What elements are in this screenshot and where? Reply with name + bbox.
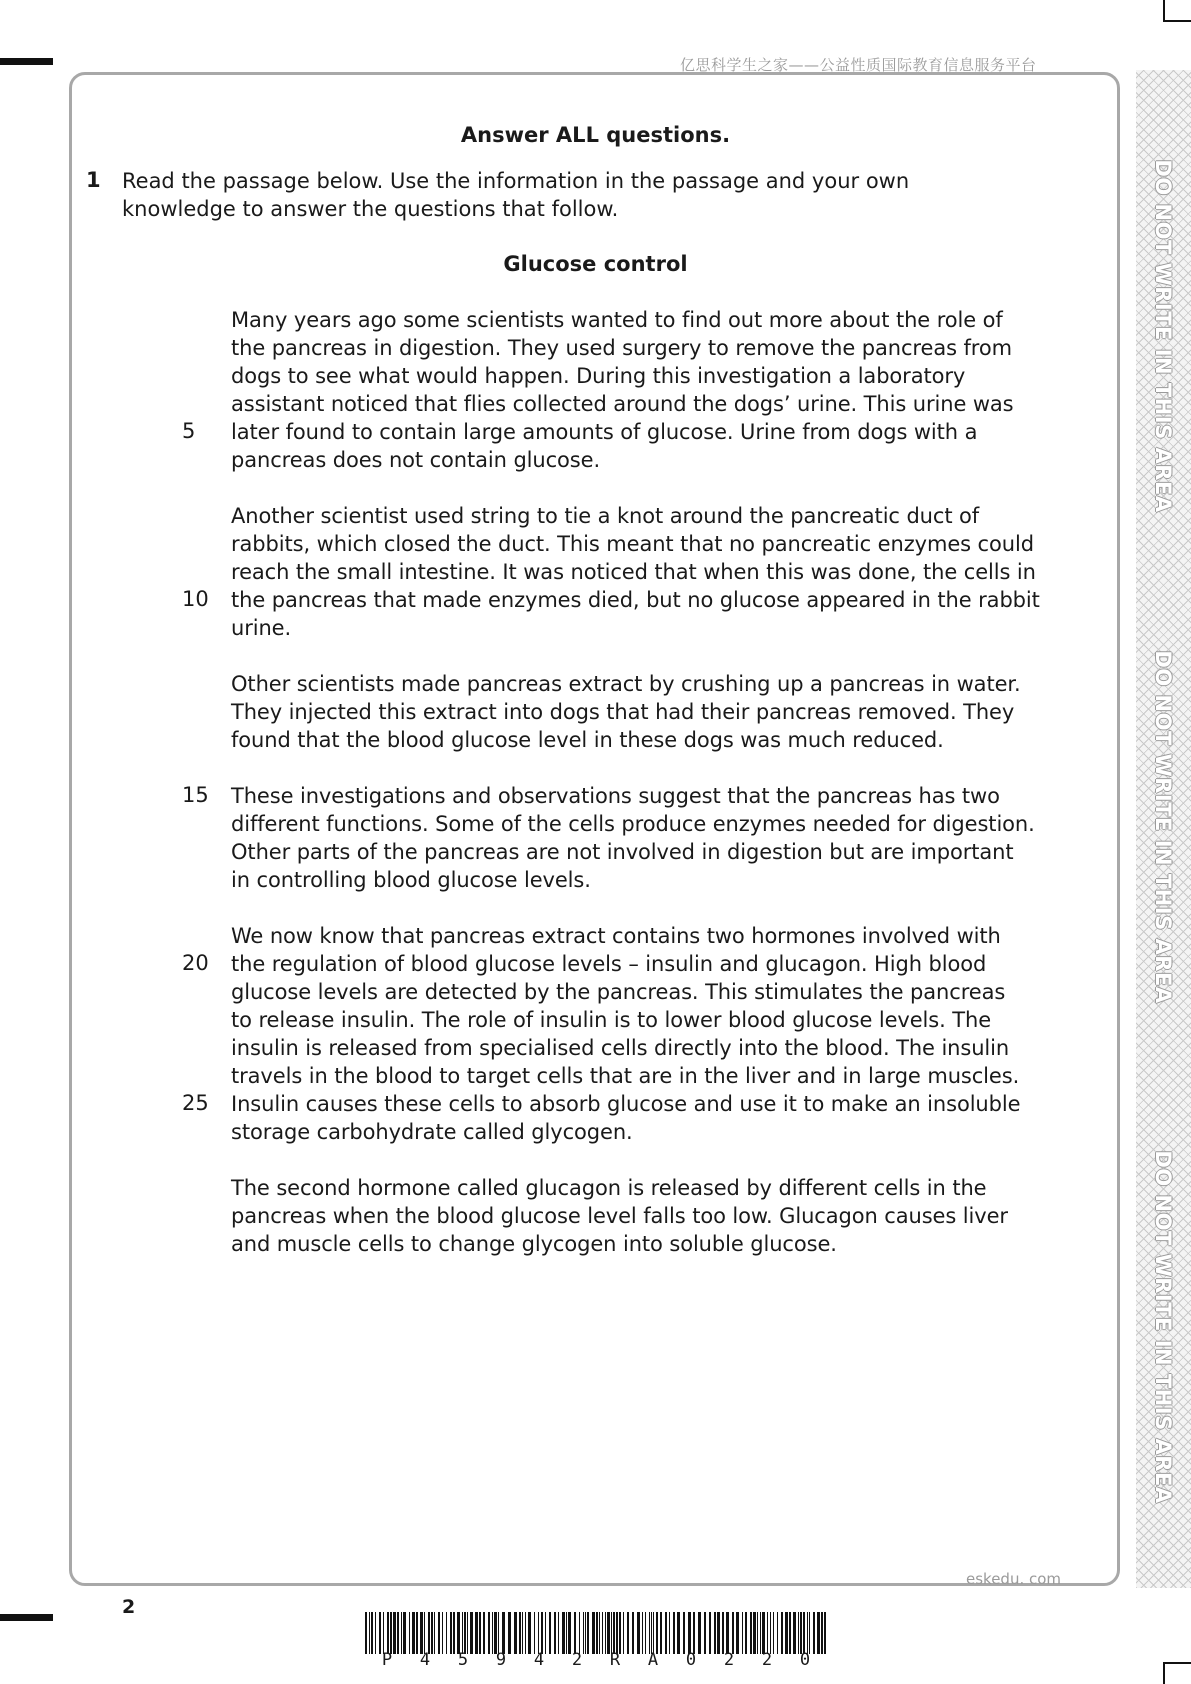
barcode-character: 0 — [799, 1650, 811, 1670]
passage-line: Another scientist used string to tie a knot around the pancreatic duct of — [231, 504, 980, 528]
passage-line: Many years ago some scientists wanted to find out more about the role of — [231, 308, 1003, 332]
passage-line: insulin is released from specialised cells directly into the blood. The insulin — [231, 1036, 1010, 1060]
passage-line: We now know that pancreas extract contains two hormones involved with — [231, 924, 1001, 948]
line-number-25: 25 — [182, 1091, 209, 1115]
passage-line: in controlling blood glucose levels. — [231, 868, 591, 892]
line-number-15: 15 — [182, 783, 209, 807]
passage-line: They injected this extract into dogs that had their pancreas removed. They — [231, 700, 1015, 724]
passage-line: to release insulin. The role of insulin is to lower blood glucose levels. The — [231, 1008, 992, 1032]
passage-line: pancreas does not contain glucose. — [231, 448, 601, 472]
barcode-character: 5 — [457, 1650, 469, 1670]
barcode-character: 4 — [533, 1650, 545, 1670]
passage-line: reach the small intestine. It was noticed that when this was done, the cells in — [231, 560, 1036, 584]
barcode-text — [368, 1650, 824, 1670]
registration-mark-top-left — [0, 58, 53, 65]
barcode-character: 4 — [419, 1650, 431, 1670]
registration-mark-bottom-left — [0, 1614, 53, 1621]
registration-mark-bottom-right — [1163, 1662, 1165, 1684]
line-number-5: 5 — [182, 419, 196, 443]
passage-line: travels in the blood to target cells that are in the liver and in large muscles. — [231, 1064, 1020, 1088]
barcode-character: P — [381, 1650, 393, 1670]
barcode-character: A — [647, 1650, 659, 1670]
passage-line: These investigations and observations suggest that the pancreas has two — [231, 784, 1000, 808]
line-number-10: 10 — [182, 587, 209, 611]
barcode-character: R — [609, 1650, 621, 1670]
passage-line: glucose levels are detected by the pancreas. This stimulates the pancreas — [231, 980, 1006, 1004]
header-watermark: 亿思科学生之家——公益性质国际教育信息服务平台 — [680, 56, 1037, 74]
passage-line: assistant noticed that flies collected around the dogs’ urine. This urine was — [231, 392, 1014, 416]
passage-line: rabbits, which closed the duct. This meant that no pancreatic enzymes could — [231, 532, 1034, 556]
barcode-character: 0 — [685, 1650, 697, 1670]
passage-line: Other scientists made pancreas extract by crushing up a pancreas in water. — [231, 672, 1021, 696]
barcode — [365, 1612, 827, 1654]
passage-line: the regulation of blood glucose levels – insulin and glucagon. High blood — [231, 952, 987, 976]
barcode-character: 2 — [723, 1650, 735, 1670]
side-notice-2: DO NOT WRITE IN THIS AREA — [1151, 650, 1175, 1004]
barcode-character: 2 — [761, 1650, 773, 1670]
passage-line: the pancreas that made enzymes died, but no glucose appeared in the rabbit — [231, 588, 1040, 612]
passage-line: Insulin causes these cells to absorb glucose and use it to make an insoluble — [231, 1092, 1021, 1116]
instruction-heading: Answer ALL questions. — [460, 123, 731, 147]
barcode-character: 9 — [495, 1650, 507, 1670]
passage-line: the pancreas in digestion. They used surgery to remove the pancreas from — [231, 336, 1012, 360]
passage-title: Glucose control — [503, 252, 688, 276]
passage-line: Other parts of the pancreas are not involved in digestion but are important — [231, 840, 1014, 864]
question-number: 1 — [86, 168, 101, 192]
registration-mark-bottom-right-h — [1163, 1662, 1191, 1664]
barcode-character: 2 — [571, 1650, 583, 1670]
footer-watermark: eskedu. com — [966, 1570, 1062, 1588]
passage-line: urine. — [231, 616, 292, 640]
page-number: 2 — [122, 1596, 136, 1618]
question-text: Read the passage below. Use the information in the passage and your own knowledge to answer the questions that follow. — [122, 169, 910, 221]
passage-line: different functions. Some of the cells produce enzymes needed for digestion. — [231, 812, 1035, 836]
passage-line: found that the blood glucose level in these dogs was much reduced. — [231, 728, 944, 752]
passage-line: pancreas when the blood glucose level falls too low. Glucagon causes liver — [231, 1204, 1008, 1228]
registration-mark-top-right — [1163, 0, 1165, 22]
side-notice-3: DO NOT WRITE IN THIS AREA — [1151, 1150, 1175, 1504]
registration-mark-top-right-h — [1163, 20, 1191, 22]
line-number-20: 20 — [182, 951, 209, 975]
passage-line: and muscle cells to change glycogen into soluble glucose. — [231, 1232, 837, 1256]
passage-line: storage carbohydrate called glycogen. — [231, 1120, 633, 1144]
side-notice-1: DO NOT WRITE IN THIS AREA — [1151, 159, 1175, 513]
passage-line: The second hormone called glucagon is released by different cells in the — [231, 1176, 987, 1200]
passage-line: dogs to see what would happen. During this investigation a laboratory — [231, 364, 966, 388]
passage-line: later found to contain large amounts of glucose. Urine from dogs with a — [231, 420, 978, 444]
